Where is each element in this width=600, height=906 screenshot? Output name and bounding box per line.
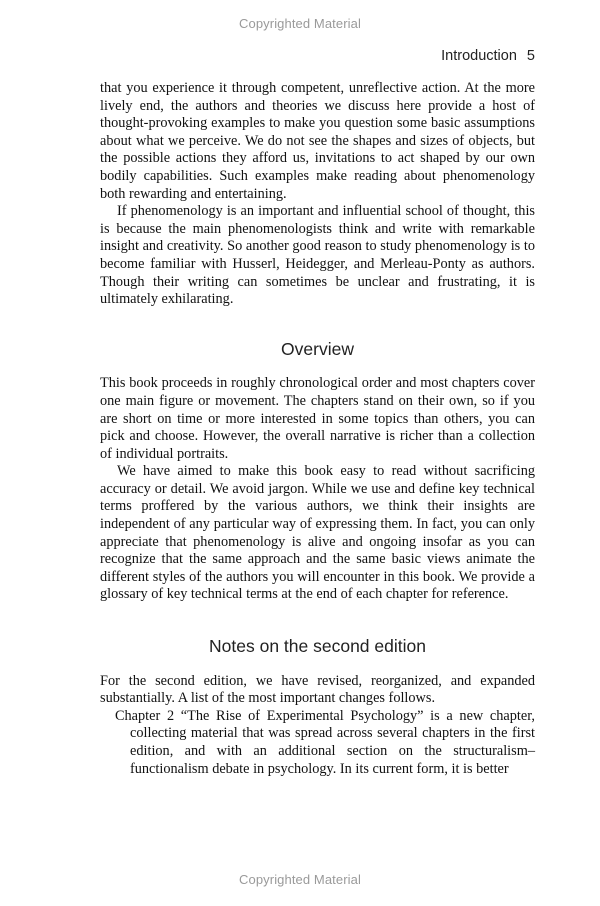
paragraph-overview-2: We have aimed to make this book easy to read without sacrificing accuracy or detail. We avoid jargon. While we use and define key technical terms proffered by the various authors, we think their insights are independent of any particular way of expressing them. In fact, you can only appreciate that phenomenology is alive and ongoing insofar as you can recognize that the same approach and the same basic views animate the different styles of the authors you will encounter in this book. We provide a glossary of key technical terms at the end of each chapter for reference. bbox=[100, 463, 535, 603]
list-item-chapter-2: Chapter 2 “The Rise of Experimental Psychology” is a new chapter, collecting material that was spread across several chapters in the first edition, and with an additional section on the structuralism–functionalism debate in psychology. In its current form, it is better bbox=[115, 707, 535, 777]
running-head bbox=[441, 48, 535, 64]
paragraph-second-edition: For the second edition, we have revised, reorganized, and expanded substantially. A list of the most important changes follows. bbox=[100, 672, 535, 707]
paragraph-phenomenology-authors: If phenomenology is an important and influential school of thought, this is because the main phenomenologists think and write with remarkable insight and creativity. So another good reason to study phenomenology is to become familiar with Husserl, Heidegger, and Merleau-Ponty as authors. Though their writing can sometimes be unclear and frustrating, it is ultimately exhilarating. bbox=[100, 203, 535, 308]
running-head-title: Introduction bbox=[441, 48, 517, 64]
copyright-watermark-bottom: Copyrighted Material bbox=[239, 872, 361, 887]
paragraph-overview-1: This book proceeds in roughly chronological order and most chapters cover one main figure or movement. The chapters stand on their own, so if you are short on time or more interested in some topics than others, you can pick and choose. However, the overall narrative is richer than a collection of individual portraits. bbox=[100, 375, 535, 462]
paragraph-continued: that you experience it through competent, unreflective action. At the more lively end, the authors and theories we discuss here provide a host of thought-provoking examples to make you question some basic assumptions about what we perceive. We do not see the shapes and sizes of objects, but the possible actions they afford us, invitations to act shaped by our own bodily capabilities. Such examples make reading about phenomenology both rewarding and entertaining. bbox=[100, 80, 535, 202]
copyright-watermark-top: Copyrighted Material bbox=[239, 16, 361, 31]
page-number: 5 bbox=[526, 48, 535, 64]
section-heading-second-edition: Notes on the second edition bbox=[209, 636, 426, 657]
page-body bbox=[100, 80, 535, 778]
section-heading-overview: Overview bbox=[281, 338, 354, 359]
